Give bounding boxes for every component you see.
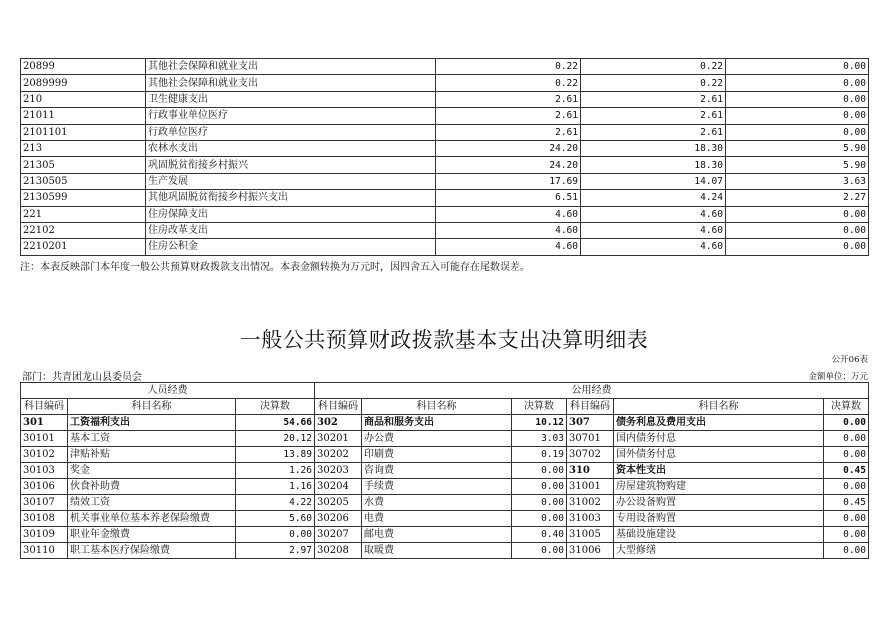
public-code: 30203 bbox=[315, 463, 362, 479]
project-amount: 0.00 bbox=[726, 91, 869, 107]
project-amount: 0.00 bbox=[726, 222, 869, 238]
subject-name: 卫生健康支出 bbox=[146, 91, 436, 107]
table-row bbox=[21, 206, 869, 222]
project-amount: 0.00 bbox=[726, 239, 869, 255]
public-name: 电费 bbox=[362, 511, 512, 527]
subject-name: 生产发展 bbox=[146, 173, 436, 189]
table-row bbox=[21, 511, 869, 527]
personnel-amount: 2.97 bbox=[236, 543, 315, 559]
public-name: 办公费 bbox=[362, 431, 512, 447]
personnel-code: 30103 bbox=[21, 463, 68, 479]
page-title: 一般公共预算财政拨款基本支出决算明细表 bbox=[239, 328, 649, 352]
total-amount: 4.60 bbox=[436, 222, 581, 238]
project-amount: 5.90 bbox=[726, 157, 869, 173]
public-amount-2: 0.00 bbox=[824, 527, 869, 543]
personnel-name: 工资福利支出 bbox=[68, 415, 236, 431]
public-code-2: 310 bbox=[567, 463, 614, 479]
personnel-code: 30107 bbox=[21, 495, 68, 511]
subject-name: 其他巩固脱贫衔接乡村振兴支出 bbox=[146, 190, 436, 206]
personnel-code: 30101 bbox=[21, 431, 68, 447]
public-name: 印刷费 bbox=[362, 447, 512, 463]
col-name-3: 科目名称 bbox=[614, 399, 824, 415]
personnel-name: 奖金 bbox=[68, 463, 236, 479]
subject-code: 22102 bbox=[21, 222, 146, 238]
total-amount: 0.22 bbox=[436, 75, 581, 91]
public-amount: 0.00 bbox=[512, 543, 567, 559]
public-name: 商品和服务支出 bbox=[362, 415, 512, 431]
basic-amount: 4.60 bbox=[581, 206, 726, 222]
personnel-expense-header: 人员经费 bbox=[21, 383, 315, 399]
table-row bbox=[21, 108, 869, 124]
public-amount-2: 0.00 bbox=[824, 431, 869, 447]
project-amount: 5.90 bbox=[726, 140, 869, 156]
public-expense-header: 公用经费 bbox=[315, 383, 869, 399]
public-name-2: 基础设施建设 bbox=[614, 527, 824, 543]
personnel-code: 30110 bbox=[21, 543, 68, 559]
public-amount-2: 0.45 bbox=[824, 463, 869, 479]
table-row bbox=[21, 140, 869, 156]
public-amount-2: 0.00 bbox=[824, 543, 869, 559]
table-row bbox=[21, 479, 869, 495]
subject-code: 21011 bbox=[21, 108, 146, 124]
subject-code: 2130505 bbox=[21, 173, 146, 189]
table-row bbox=[21, 157, 869, 173]
subject-name: 行政事业单位医疗 bbox=[146, 108, 436, 124]
table-row bbox=[21, 239, 869, 255]
public-code-2: 30702 bbox=[567, 447, 614, 463]
public-code-2: 31003 bbox=[567, 511, 614, 527]
table-row bbox=[21, 59, 869, 75]
subject-name: 行政单位医疗 bbox=[146, 124, 436, 140]
public-amount: 3.03 bbox=[512, 431, 567, 447]
col-amount-1: 决算数 bbox=[236, 399, 315, 415]
col-code-1: 科目编码 bbox=[21, 399, 68, 415]
table-row bbox=[21, 543, 869, 559]
public-code: 30207 bbox=[315, 527, 362, 543]
public-name-2: 房屋建筑物购建 bbox=[614, 479, 824, 495]
public-amount: 0.19 bbox=[512, 447, 567, 463]
basic-amount: 0.22 bbox=[581, 59, 726, 75]
public-code-2: 31001 bbox=[567, 479, 614, 495]
basic-amount: 4.60 bbox=[581, 222, 726, 238]
public-name-2: 国内债务付息 bbox=[614, 431, 824, 447]
public-amount: 0.00 bbox=[512, 479, 567, 495]
public-name-2: 国外债务付息 bbox=[614, 447, 824, 463]
public-name-2: 大型修缮 bbox=[614, 543, 824, 559]
subject-code: 221 bbox=[21, 206, 146, 222]
total-amount: 2.61 bbox=[436, 124, 581, 140]
basic-amount: 2.61 bbox=[581, 124, 726, 140]
total-amount: 24.20 bbox=[436, 157, 581, 173]
table-row bbox=[21, 495, 869, 511]
public-amount: 0.00 bbox=[512, 495, 567, 511]
personnel-amount: 1.26 bbox=[236, 463, 315, 479]
personnel-name: 机关事业单位基本养老保险缴费 bbox=[68, 511, 236, 527]
basic-amount: 2.61 bbox=[581, 108, 726, 124]
table-row bbox=[21, 124, 869, 140]
project-amount: 0.00 bbox=[726, 75, 869, 91]
project-amount: 0.00 bbox=[726, 124, 869, 140]
col-code-3: 科目编码 bbox=[567, 399, 614, 415]
subject-name: 其他社会保障和就业支出 bbox=[146, 59, 436, 75]
public-amount-2: 0.00 bbox=[824, 479, 869, 495]
subject-name: 农林水支出 bbox=[146, 140, 436, 156]
subject-name: 住房改革支出 bbox=[146, 222, 436, 238]
expenditure-table-body bbox=[21, 59, 869, 256]
total-amount: 2.61 bbox=[436, 108, 581, 124]
subject-code: 2101101 bbox=[21, 124, 146, 140]
table-row bbox=[21, 222, 869, 238]
total-amount: 17.69 bbox=[436, 173, 581, 189]
personnel-amount: 0.00 bbox=[236, 527, 315, 543]
public-code: 30205 bbox=[315, 495, 362, 511]
public-name-2: 办公设备购置 bbox=[614, 495, 824, 511]
public-amount: 10.12 bbox=[512, 415, 567, 431]
detail-table-body bbox=[21, 415, 869, 559]
expenditure-table-continued bbox=[20, 58, 869, 256]
personnel-name: 基本工资 bbox=[68, 431, 236, 447]
subject-code: 213 bbox=[21, 140, 146, 156]
col-amount-3: 决算数 bbox=[824, 399, 869, 415]
public-name: 咨询费 bbox=[362, 463, 512, 479]
total-amount: 4.60 bbox=[436, 239, 581, 255]
public-name-2: 债务利息及费用支出 bbox=[614, 415, 824, 431]
basic-amount: 4.60 bbox=[581, 239, 726, 255]
table-row bbox=[21, 527, 869, 543]
personnel-code: 30109 bbox=[21, 527, 68, 543]
subject-code: 21305 bbox=[21, 157, 146, 173]
personnel-amount: 4.22 bbox=[236, 495, 315, 511]
table-row bbox=[21, 463, 869, 479]
total-amount: 0.22 bbox=[436, 59, 581, 75]
public-code-2: 31005 bbox=[567, 527, 614, 543]
subject-name: 住房公积金 bbox=[146, 239, 436, 255]
public-code-2: 31006 bbox=[567, 543, 614, 559]
public-amount-2: 0.00 bbox=[824, 511, 869, 527]
personnel-amount: 13.89 bbox=[236, 447, 315, 463]
personnel-code: 30102 bbox=[21, 447, 68, 463]
col-name-1: 科目名称 bbox=[68, 399, 236, 415]
personnel-name: 职业年金缴费 bbox=[68, 527, 236, 543]
personnel-amount: 5.60 bbox=[236, 511, 315, 527]
amount-unit-label: 金额单位：万元 bbox=[808, 372, 868, 382]
basic-amount: 4.24 bbox=[581, 190, 726, 206]
public-name-2: 资本性支出 bbox=[614, 463, 824, 479]
basic-amount: 18.30 bbox=[581, 157, 726, 173]
public-amount: 0.40 bbox=[512, 527, 567, 543]
total-amount: 24.20 bbox=[436, 140, 581, 156]
project-amount: 2.27 bbox=[726, 190, 869, 206]
project-amount: 0.00 bbox=[726, 108, 869, 124]
project-amount: 0.00 bbox=[726, 206, 869, 222]
public-amount-2: 0.45 bbox=[824, 495, 869, 511]
subject-code: 2089999 bbox=[21, 75, 146, 91]
public-code-2: 31002 bbox=[567, 495, 614, 511]
public-code: 30208 bbox=[315, 543, 362, 559]
table-row bbox=[21, 190, 869, 206]
total-amount: 2.61 bbox=[436, 91, 581, 107]
table-row bbox=[21, 91, 869, 107]
public-code: 30204 bbox=[315, 479, 362, 495]
personnel-name: 伙食补助费 bbox=[68, 479, 236, 495]
subject-name: 住房保障支出 bbox=[146, 206, 436, 222]
public-name: 邮电费 bbox=[362, 527, 512, 543]
form-code: 公开06表 bbox=[831, 355, 868, 365]
personnel-name: 职工基本医疗保险缴费 bbox=[68, 543, 236, 559]
column-header-row bbox=[21, 399, 869, 415]
subject-code: 210 bbox=[21, 91, 146, 107]
public-code: 30202 bbox=[315, 447, 362, 463]
public-amount-2: 0.00 bbox=[824, 415, 869, 431]
col-code-2: 科目编码 bbox=[315, 399, 362, 415]
total-amount: 6.51 bbox=[436, 190, 581, 206]
personnel-name: 津贴补贴 bbox=[68, 447, 236, 463]
basic-expenditure-detail-table bbox=[20, 382, 869, 559]
subject-code: 2210201 bbox=[21, 239, 146, 255]
personnel-code: 301 bbox=[21, 415, 68, 431]
public-code-2: 30701 bbox=[567, 431, 614, 447]
department-label: 部门：共青团龙山县委员会 bbox=[22, 372, 142, 383]
public-code: 30206 bbox=[315, 511, 362, 527]
personnel-code: 30108 bbox=[21, 511, 68, 527]
public-amount-2: 0.00 bbox=[824, 447, 869, 463]
col-name-2: 科目名称 bbox=[362, 399, 512, 415]
public-code: 302 bbox=[315, 415, 362, 431]
public-code-2: 307 bbox=[567, 415, 614, 431]
public-code: 30201 bbox=[315, 431, 362, 447]
table-row bbox=[21, 447, 869, 463]
public-name: 手续费 bbox=[362, 479, 512, 495]
basic-amount: 0.22 bbox=[581, 75, 726, 91]
public-name-2: 专用设备购置 bbox=[614, 511, 824, 527]
project-amount: 0.00 bbox=[726, 59, 869, 75]
public-name: 取暖费 bbox=[362, 543, 512, 559]
subject-name: 巩固脱贫衔接乡村振兴 bbox=[146, 157, 436, 173]
personnel-amount: 20.12 bbox=[236, 431, 315, 447]
basic-amount: 18.30 bbox=[581, 140, 726, 156]
public-name: 水费 bbox=[362, 495, 512, 511]
public-amount: 0.00 bbox=[512, 511, 567, 527]
group-header-row bbox=[21, 383, 869, 399]
personnel-amount: 54.66 bbox=[236, 415, 315, 431]
basic-amount: 14.07 bbox=[581, 173, 726, 189]
basic-amount: 2.61 bbox=[581, 91, 726, 107]
public-amount: 0.00 bbox=[512, 463, 567, 479]
personnel-amount: 1.16 bbox=[236, 479, 315, 495]
personnel-name: 绩效工资 bbox=[68, 495, 236, 511]
project-amount: 3.63 bbox=[726, 173, 869, 189]
subject-code: 2130599 bbox=[21, 190, 146, 206]
table-row bbox=[21, 75, 869, 91]
personnel-code: 30106 bbox=[21, 479, 68, 495]
col-amount-2: 决算数 bbox=[512, 399, 567, 415]
table-row bbox=[21, 415, 869, 431]
table-row bbox=[21, 173, 869, 189]
table-note: 注：本表反映部门本年度一般公共预算财政拨款支出情况。本表金额转换为万元时，因四舍五入可能存在尾数误差。 bbox=[20, 262, 530, 273]
subject-name: 其他社会保障和就业支出 bbox=[146, 75, 436, 91]
table-row bbox=[21, 431, 869, 447]
subject-code: 20899 bbox=[21, 59, 146, 75]
total-amount: 4.60 bbox=[436, 206, 581, 222]
